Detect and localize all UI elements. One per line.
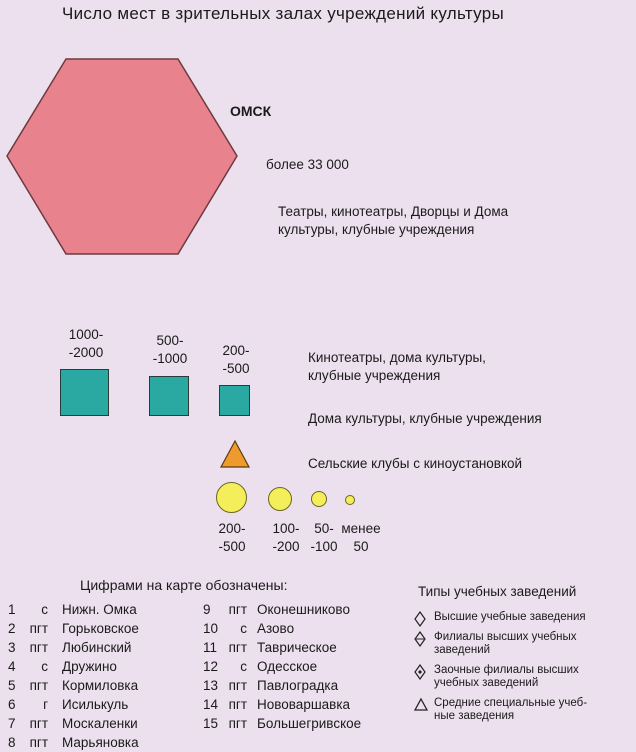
school-type-label: Высшие учебные заведения [434,611,586,623]
place-number: 8 [8,735,16,750]
cinema-desc-line1: Кинотеатры, дома культуры, [308,350,486,365]
place-number: 2 [8,621,16,636]
place-number: 7 [8,716,16,731]
circle-medium-icon [268,487,292,511]
square-large-icon [60,369,109,416]
place-number: 13 [203,678,219,693]
school-type-label: Филиалы высших учебных [434,631,577,643]
place-number: 12 [203,659,219,674]
place-name: Любинский [62,640,132,655]
diamond-split-icon [414,631,428,647]
place-type: с [41,659,48,674]
rural-club-triangle-icon [219,439,251,469]
place-number: 6 [8,697,16,712]
place-type: пгт [29,678,48,693]
place-number: 3 [8,640,16,655]
place-name: Таврическое [257,640,337,655]
omsk-desc-line2: культуры, клубные учреждения [278,222,475,237]
place-name: Нижн. Омка [62,602,137,617]
circle-label-2: 100- -200 [272,521,300,554]
triangle-icon [414,697,428,713]
place-name: Горьковское [62,621,139,636]
school-type-label-cont: заведений [434,644,491,656]
school-type-label-cont: учебных заведений [434,677,539,689]
place-type: с [240,621,247,636]
place-type: пгт [29,716,48,731]
place-number: 14 [203,697,219,712]
diamond-dot-icon [414,664,428,680]
place-name: Азово [257,621,295,636]
schools-heading: Типы учебных заведений [418,584,577,599]
place-type: г [43,697,48,712]
square-small-icon [219,385,250,416]
place-name: Оконешниково [257,602,350,617]
omsk-hexagon-icon [4,56,240,258]
circle-tiny-icon [345,495,355,505]
omsk-label: ОМСК [230,103,272,119]
place-type: пгт [228,602,247,617]
place-type: с [240,659,247,674]
place-type: пгт [228,697,247,712]
place-name: Москаленки [62,716,138,731]
houses-desc: Дома культуры, клубные учреждения [308,411,542,426]
place-number: 1 [8,602,16,617]
place-name: Марьяновка [62,735,139,750]
school-type-label-cont: ные заведения [434,710,515,722]
cinema-desc-line2: клубные учреждения [308,368,441,383]
square-label-1: 1000- -2000 [68,327,104,360]
place-type: пгт [29,621,48,636]
legend-title: Число мест в зрительных залах учреждений культуры [62,4,504,23]
circle-label-4: менее 50 [341,521,381,554]
school-type-label: Средние специальные учеб- [434,697,588,709]
place-number: 15 [203,716,219,731]
omsk-range: более 33 000 [266,157,349,172]
place-name: Кормиловка [62,678,139,693]
place-name: Большегривское [257,716,362,731]
place-type: пгт [228,716,247,731]
circle-label-3: 50- -100 [310,521,338,554]
place-name: Дружино [62,659,117,674]
place-number: 4 [8,659,16,674]
place-type: пгт [228,678,247,693]
numbers-heading: Цифрами на карте обозначены: [80,577,288,593]
omsk-desc-line1: Театры, кинотеатры, Дворцы и Дома [278,204,509,219]
circle-large-icon [216,482,247,513]
circle-small-icon [311,491,327,507]
place-name: Одесское [257,659,318,674]
place-name: Нововаршавка [257,697,351,712]
place-name: Исилькуль [62,697,129,712]
rural-desc: Сельские клубы с киноустановкой [308,456,523,471]
diamond-icon [414,611,428,627]
place-number: 9 [203,602,211,617]
place-type: пгт [29,735,48,750]
square-label-2: 500- -1000 [152,333,188,366]
circle-label-1: 200- -500 [218,521,246,554]
square-label-3: 200- -500 [222,343,250,376]
place-number: 11 [203,640,218,655]
school-type-label: Заочные филиалы высших [434,664,579,676]
square-medium-icon [149,376,189,416]
place-number: 5 [8,678,16,693]
place-name: Павлоградка [257,678,339,693]
place-type: пгт [228,640,247,655]
place-number: 10 [203,621,219,636]
place-type: пгт [29,640,48,655]
place-type: с [41,602,48,617]
